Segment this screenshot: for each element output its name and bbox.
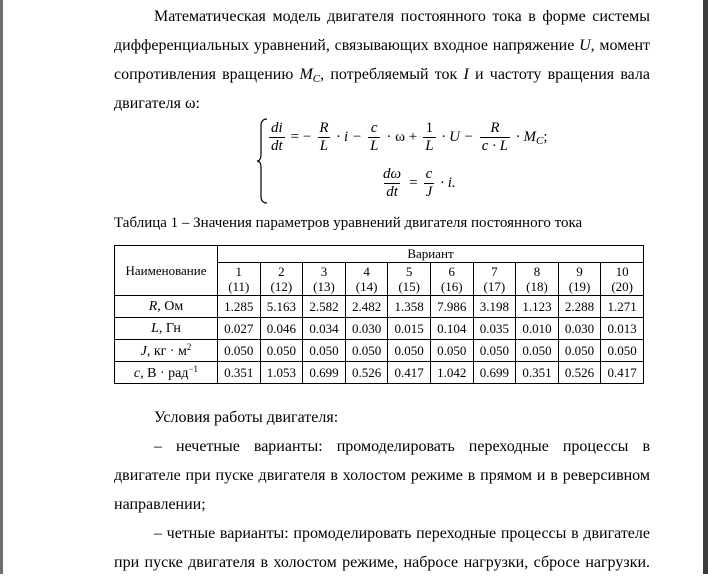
value-cell: 3.198 (473, 296, 516, 318)
value-cell: 1.358 (388, 296, 431, 318)
table-body (115, 296, 644, 384)
eq1-t1-num: R (319, 120, 329, 136)
value-cell: 0.010 (516, 318, 559, 340)
window-left-border (0, 0, 3, 574)
value-cell: 5.163 (260, 296, 303, 318)
value-cell: 0.030 (345, 318, 388, 340)
eq1-t4-den: c · L (481, 138, 509, 154)
eq2-lhs-den: dt (386, 184, 398, 200)
parameter-unit: , В · рад (140, 365, 189, 381)
value-cell: 0.351 (218, 362, 261, 384)
eq1-t2-var: · ω + (386, 129, 418, 145)
eq1-t1-var: · i − (336, 129, 363, 145)
variant-number: 3 (320, 264, 328, 279)
eq1-term1 (317, 120, 330, 155)
eq1-equals: = − (290, 129, 312, 145)
value-cell: 0.050 (345, 340, 388, 362)
value-cell: 0.417 (388, 362, 431, 384)
eq1-end: ; (543, 128, 548, 145)
var-m-sub: C (312, 73, 321, 85)
variant-number: 8 (533, 264, 541, 279)
value-cell: 2.482 (345, 296, 388, 318)
value-cell: 0.050 (218, 340, 261, 362)
eq1-lhs-den: dt (271, 138, 283, 154)
parameter-unit-exponent: −1 (188, 363, 199, 374)
table-row (115, 340, 644, 362)
variant-number: 6 (448, 264, 456, 279)
equation-1 (266, 120, 551, 155)
value-cell: 0.050 (260, 340, 303, 362)
value-cell: 0.050 (430, 340, 473, 362)
variant-cell (345, 263, 388, 296)
value-cell: 0.417 (601, 362, 644, 384)
variant-alt-number: (16) (440, 279, 463, 294)
intro-text: двигателя (114, 95, 181, 112)
variant-number: 9 (576, 264, 583, 279)
parameter-name-cell (115, 296, 218, 318)
value-cell: 0.027 (218, 318, 261, 340)
eq1-t3-var: · U − (441, 129, 474, 145)
parameter-symbol: c (133, 365, 141, 381)
eq1-t2-den: L (370, 138, 379, 154)
conditions-title: Условия работы двигателя: (154, 409, 339, 426)
intro-line-3 (114, 60, 650, 89)
odd-line-2: двигателе при пуске двигателя в холостом режиме в прямом и в реверсивном (114, 467, 650, 484)
window-right-border (703, 0, 708, 574)
eq1-t4-var (516, 129, 548, 147)
variant-alt-number: (19) (568, 279, 591, 294)
intro-text: , потребляемый ток (320, 66, 458, 83)
eq2-equals: = (409, 175, 418, 191)
variant-alt-number: (12) (270, 279, 293, 294)
variant-alt-number: (18) (526, 279, 548, 294)
eq1-term2 (368, 120, 380, 155)
eq1-term3 (423, 120, 435, 155)
parameter-symbol: R (148, 298, 158, 314)
variant-number: 10 (615, 264, 629, 279)
eq1-t1-den: L (319, 138, 329, 154)
value-cell: 0.699 (303, 362, 346, 384)
variant-cell (558, 263, 601, 296)
variant-alt-number: (13) (313, 279, 335, 294)
eq2-term1 (424, 166, 435, 201)
value-cell: 0.050 (303, 340, 346, 362)
variant-alt-number: (17) (483, 279, 506, 294)
table-row (115, 296, 644, 318)
value-cell: 0.050 (473, 340, 516, 362)
eq1-t4-num: R (490, 120, 500, 136)
intro-text: сопротивления вращению (114, 66, 294, 83)
value-cell: 0.050 (516, 340, 559, 362)
variant-number: 5 (405, 264, 413, 279)
intro-text: дифференциальных уравнений, связывающих входное напряжение (114, 37, 575, 54)
variant-header: Вариант (218, 246, 644, 263)
value-cell: 0.050 (601, 340, 644, 362)
eq1-lhs-num: di (271, 120, 283, 136)
intro-line-1: Математическая модель двигателя постоянного тока в форме системы (154, 8, 650, 25)
conditions-paragraph (114, 403, 650, 577)
parameter-name-cell (115, 362, 218, 384)
variant-cell (516, 263, 559, 296)
value-cell: 0.046 (260, 318, 303, 340)
eq1-t4-symbol: · M (516, 128, 537, 145)
intro-paragraph (114, 2, 650, 118)
value-cell: 2.582 (303, 296, 346, 318)
eq2-t1-var: · i. (440, 175, 456, 191)
intro-line-4 (114, 89, 650, 118)
variant-number: 2 (278, 264, 285, 279)
eq2-lhs-num: dω (383, 166, 402, 182)
equation-system (256, 116, 556, 206)
eq1-t3-den: L (425, 138, 434, 154)
value-cell: 0.526 (345, 362, 388, 384)
variant-cell (473, 263, 516, 296)
eq2-t1-den: J (425, 184, 433, 200)
value-cell: 0.050 (388, 340, 431, 362)
variant-number: 7 (491, 264, 498, 279)
parameter-unit-exponent: 2 (186, 341, 192, 352)
value-cell: 0.030 (558, 318, 601, 340)
variant-cell (601, 263, 644, 296)
variant-cell (430, 263, 473, 296)
intro-line-2 (114, 31, 650, 60)
parameter-symbol: L (151, 320, 159, 336)
value-cell: 0.035 (473, 318, 516, 340)
variant-cell (260, 263, 303, 296)
eq1-t4-sub: C (536, 134, 544, 147)
equation-2 (378, 166, 459, 201)
variant-alt-number: (14) (355, 279, 378, 294)
table-header-row (115, 246, 644, 263)
var-omega: ω (184, 95, 196, 112)
parameters-table (114, 245, 644, 384)
eq1-lhs (269, 120, 285, 155)
eq1-term4 (480, 120, 510, 155)
parameter-unit: , Гн (158, 320, 181, 336)
var-u: U (579, 37, 591, 54)
value-cell: 1.123 (516, 296, 559, 318)
value-cell: 1.053 (260, 362, 303, 384)
eq1-t3-num: 1 (425, 120, 434, 136)
parameter-unit: , Ом (157, 298, 184, 314)
variant-cell (218, 263, 261, 296)
intro-text: и частоту вращения вала (475, 66, 650, 83)
eq1-t2-num: c (370, 120, 378, 136)
parameter-name-cell (115, 318, 218, 340)
variant-alt-number: (11) (228, 279, 250, 294)
value-cell: 0.526 (558, 362, 601, 384)
intro-text: : (195, 95, 200, 112)
value-cell: 0.351 (516, 362, 559, 384)
value-cell: 0.699 (473, 362, 516, 384)
eq2-lhs (381, 166, 403, 201)
value-cell: 0.104 (430, 318, 473, 340)
odd-line-3: направлении; (114, 496, 206, 513)
value-cell: 7.986 (430, 296, 473, 318)
parameter-unit: , кг · м (146, 343, 187, 359)
odd-line-1: – нечетные варианты: промоделировать переходные процессы в (154, 438, 650, 455)
variant-alt-number: (20) (611, 279, 633, 294)
value-cell: 0.015 (388, 318, 431, 340)
variant-number: 4 (363, 264, 370, 279)
name-header: Наименование (115, 246, 218, 296)
table-row (115, 318, 644, 340)
value-cell: 0.034 (303, 318, 346, 340)
table-row (115, 362, 644, 384)
even-line-2: при пуске двигателя в холостом режиме, набросе нагрузки, сбросе нагрузки. (114, 554, 650, 571)
variant-cell (303, 263, 346, 296)
value-cell: 2.288 (558, 296, 601, 318)
value-cell: 0.013 (601, 318, 644, 340)
eq2-t1-num: c (425, 166, 433, 182)
variant-number: 1 (235, 264, 243, 279)
variant-alt-number: (15) (398, 279, 420, 294)
intro-text: , момент (590, 37, 651, 54)
var-mc (299, 66, 320, 83)
variant-cell (388, 263, 431, 296)
table-caption: Таблица 1 – Значения параметров уравнений двигателя постоянного тока (114, 215, 583, 231)
value-cell: 1.271 (601, 296, 644, 318)
even-line-1: – четные варианты: промоделировать переходные процессы в двигателе (154, 525, 650, 542)
value-cell: 1.285 (218, 296, 261, 318)
parameter-name-cell (115, 340, 218, 362)
parameter-symbol: J (140, 343, 147, 359)
value-cell: 0.050 (558, 340, 601, 362)
var-i: I (463, 66, 469, 83)
value-cell: 1.042 (430, 362, 473, 384)
var-m: M (299, 66, 313, 83)
